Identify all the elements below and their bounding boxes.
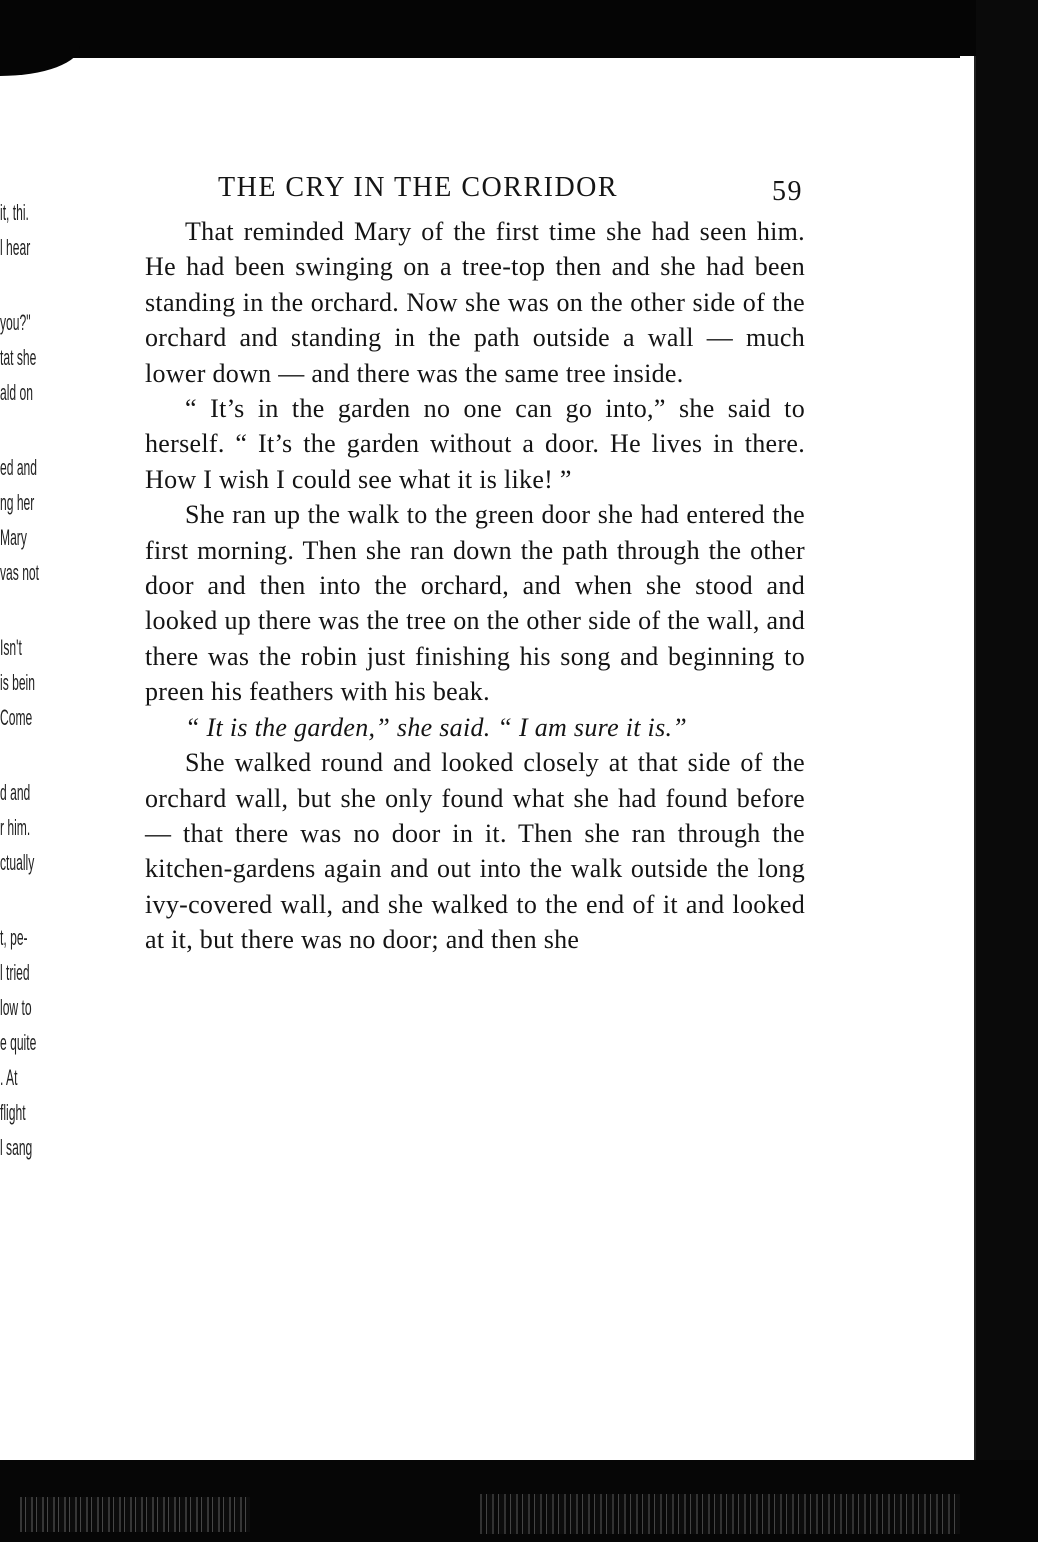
- scan-right-edge: [976, 0, 1038, 1542]
- gutter-fragment: ng her: [0, 490, 35, 515]
- scan-top-edge: [0, 0, 1038, 58]
- gutter-fragment: ed and: [0, 455, 38, 480]
- page-number: 59: [772, 176, 803, 207]
- gutter-fragment: you?": [0, 310, 31, 335]
- paragraph: That reminded Mary of the first time she had seen him. He had been swinging on a tree-top then and she had been standing in the orchard. Now she was on the other side of the orchard and standing in the path outside a wall — much lower down — and there was the same tree inside.: [145, 217, 805, 388]
- gutter-fragment: it, thi.: [0, 200, 29, 225]
- running-head: [145, 172, 805, 214]
- facing-page-gutter: [0, 195, 40, 1165]
- gutter-fragment: Come: [0, 705, 33, 730]
- scan-bottom-edge: [0, 1460, 1038, 1542]
- gutter-fragment: ald on: [0, 380, 33, 405]
- paragraph: She walked round and looked closely at that side of the orchard wall, but she only found what she had found before — that there was no door in it. Then she ran through the kitchen-gardens again and out into the walk outside the long ivy-covered wall, and she walked to the end of it and looked at it, but there was no door; and then she: [145, 748, 805, 955]
- gutter-fragment: d and: [0, 780, 31, 805]
- scan-right-page-edge: [960, 56, 976, 1476]
- italic-quote-text: “ It is the garden,” she said. “ I am sure it is.”: [185, 712, 688, 742]
- gutter-fragment: e quite: [0, 1030, 37, 1055]
- paragraph: “ It’s in the garden no one can go into,” she said to herself. “ It’s the garden without a door. He lives in there. How I wish I could see what it is like! ”: [145, 394, 805, 494]
- scan-bottom-noise-left: [20, 1497, 250, 1532]
- gutter-fragment: vas not: [0, 560, 40, 585]
- paragraph-italic-quote: [145, 710, 805, 745]
- paragraph: She ran up the walk to the green door she had entered the first morning. Then she ran down the path through the other door and then into the orchard, and when she stood and looked up there was the tree on the other side of the wall, and there was the robin just finishing his song and beginning to preen his feathers with his beak.: [145, 500, 805, 707]
- scan-top-curl: [0, 36, 80, 76]
- scan-bottom-noise: [480, 1494, 960, 1534]
- gutter-fragment: Isn't: [0, 635, 22, 660]
- gutter-fragment: is bein: [0, 670, 35, 695]
- gutter-fragment: Mary: [0, 525, 27, 550]
- gutter-fragment: flight: [0, 1100, 26, 1125]
- book-page: [145, 172, 805, 958]
- gutter-fragment: low to: [0, 995, 32, 1020]
- chapter-title: THE CRY IN THE CORRIDOR: [218, 172, 619, 203]
- gutter-fragment: l hear: [0, 235, 31, 260]
- gutter-fragment: l tried: [0, 960, 30, 985]
- gutter-fragment: l sang: [0, 1135, 33, 1160]
- gutter-fragment: tat she: [0, 345, 37, 370]
- gutter-fragment: t, pe-: [0, 925, 28, 950]
- gutter-fragment: . At: [0, 1065, 18, 1090]
- gutter-fragment: ctually: [0, 850, 35, 875]
- gutter-fragment: r him.: [0, 815, 31, 840]
